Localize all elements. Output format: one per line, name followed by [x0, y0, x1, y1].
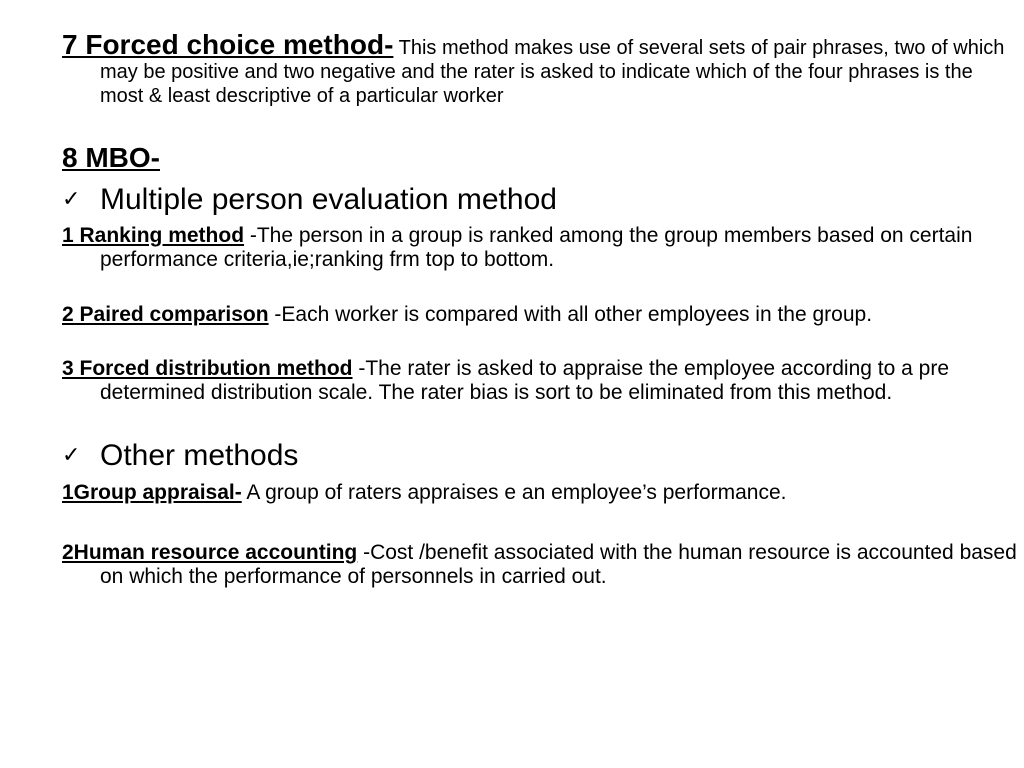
hr-accounting-description: -Cost /benefit associated with the human resource is accounted based on which the performance of personnels in carried out. — [100, 541, 1017, 588]
hr-accounting-heading: 2Human resource accounting — [62, 541, 358, 564]
mbo-paragraph — [62, 141, 1020, 175]
checkmark-icon: ✓ — [62, 443, 81, 468]
forced-distribution-heading: 3 Forced distribution method — [62, 357, 353, 380]
paired-comparison-description: -Each worker is compared with all other employees in the group. — [268, 303, 873, 326]
multiple-person-label: Multiple person evaluation method — [100, 183, 557, 216]
forced-distribution-paragraph — [62, 357, 1020, 405]
mbo-heading: 8 MBO- — [62, 142, 160, 173]
forced-choice-heading: 7 Forced choice method- — [62, 29, 394, 60]
group-appraisal-paragraph — [62, 481, 1020, 505]
paired-comparison-heading: 2 Paired comparison — [62, 303, 269, 326]
other-methods-label: Other methods — [100, 439, 299, 472]
other-methods-bullet — [62, 438, 982, 474]
checkmark-icon: ✓ — [62, 187, 81, 212]
ranking-method-description: -The person in a group is ranked among the group members based on certain performance criteria,ie;ranking frm top to bottom. — [100, 224, 973, 271]
multiple-person-bullet — [62, 182, 982, 218]
group-appraisal-description: A group of raters appraises e an employee’s performance. — [241, 481, 787, 504]
paired-comparison-paragraph — [62, 303, 1020, 327]
forced-distribution-description: -The rater is asked to appraise the employee according to a pre determined distribution scale. The rater bias is sort to be eliminated from this method. — [100, 357, 950, 404]
hr-accounting-paragraph — [62, 541, 1020, 589]
forced-choice-paragraph — [62, 30, 1020, 108]
ranking-method-paragraph — [62, 224, 1020, 272]
ranking-method-heading: 1 Ranking method — [62, 224, 245, 247]
forced-choice-description: This method makes use of several sets of pair phrases, two of which may be positive and two negative and the rater is asked to indicate which of the four phrases is the most & least descriptive of a particular worker — [100, 37, 1005, 107]
group-appraisal-heading: 1Group appraisal- — [62, 481, 242, 504]
